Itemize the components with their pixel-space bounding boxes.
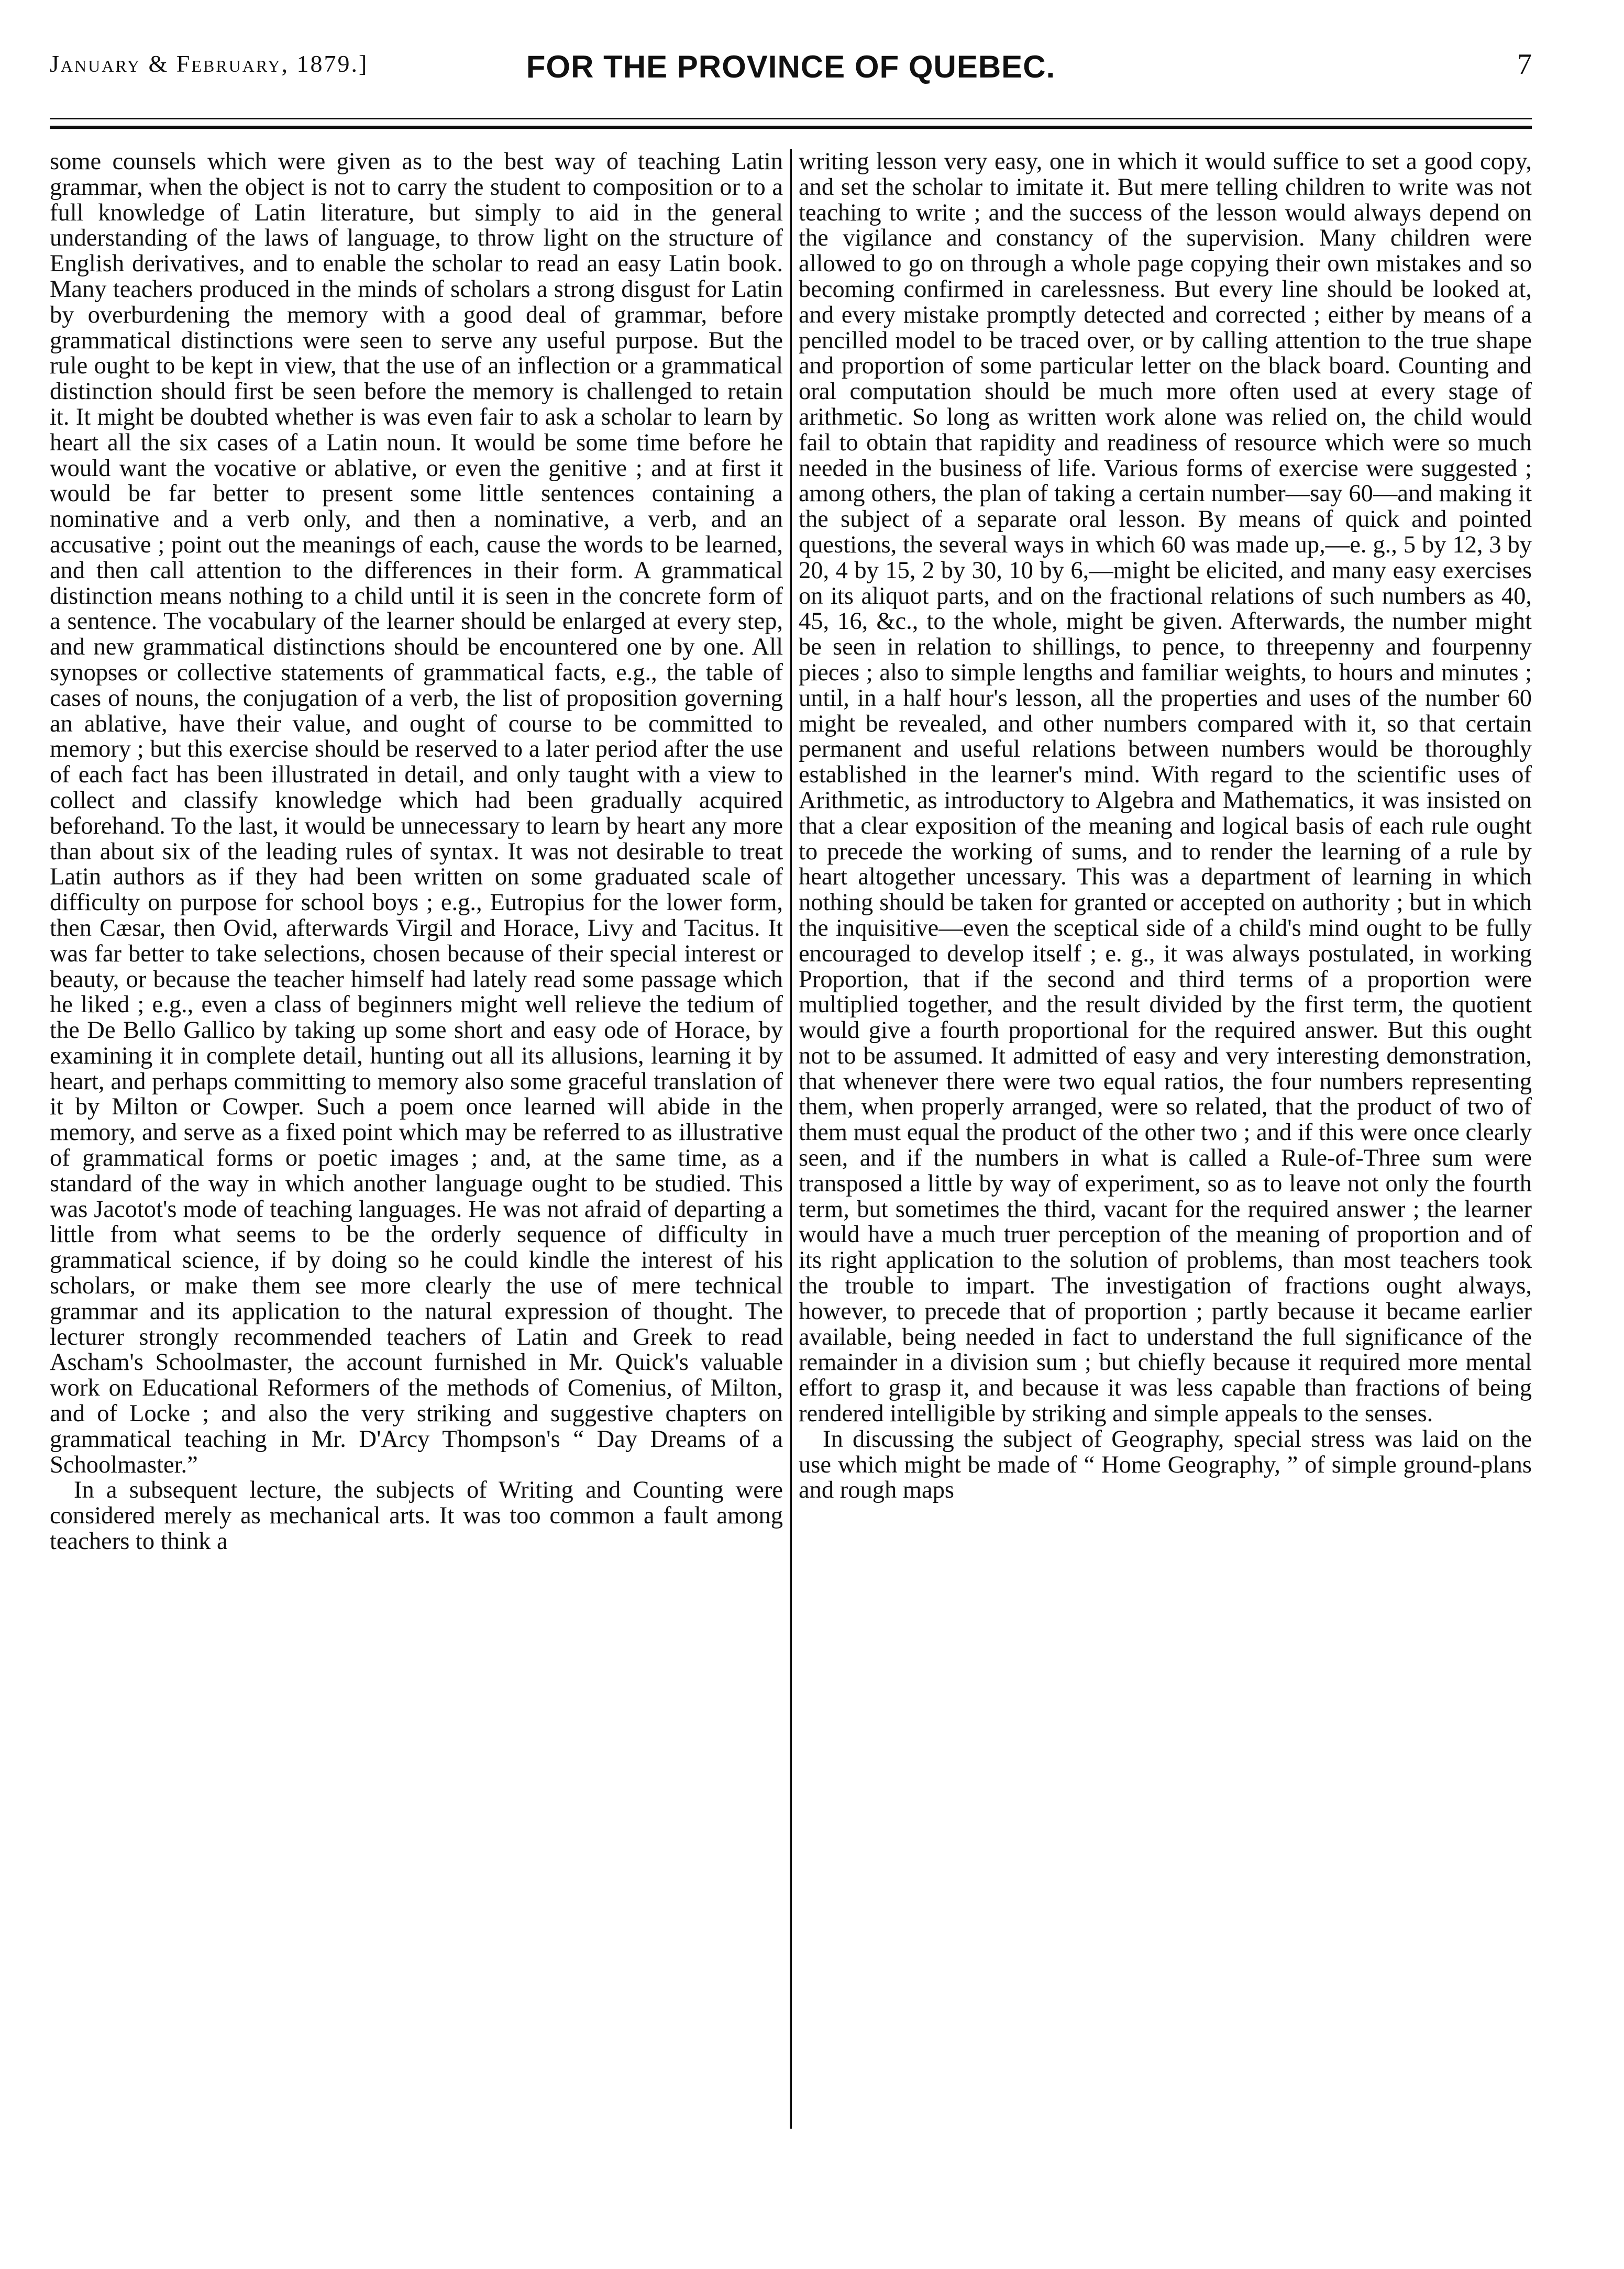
running-title: FOR THE PROVINCE OF QUEBEC.	[526, 49, 1056, 84]
left-paragraph-writing-counting: In a subsequent lecture, the subjects of Writing and Counting were considered merely as mechanical arts. It was too common a fault among teachers to think a	[50, 1477, 783, 1555]
issue-date: January & February, 1879.]	[50, 50, 369, 77]
right-paragraph-geography: In discussing the subject of Geography, special stress was laid on the use which might be made of “ Home Geography, ” of simple ground-plans and rough maps	[799, 1425, 1532, 1504]
left-column	[50, 149, 783, 1555]
article-body	[50, 149, 1532, 2134]
column-divider	[790, 149, 792, 2129]
running-header	[50, 50, 1532, 97]
right-paragraph-arithmetic: writing lesson very easy, one in which it would suffice to set a good copy, and set the scholar to imitate it. But mere telling children to write was not teaching to write ; and the success of the lesson would always depend on the vigilance and constancy of the supervision. Many children were allowed to go on through a whole page copying their own mistakes and so becoming confirmed in carelessness. But every line should be looked at, and every mistake promptly detected and corrected ; either by means of a pencilled model to be traced over, or by calling attention to the true shape and proportion of some particular letter on the black board. Counting and oral computation should be much more often used at every stage of arithmetic. So long as written work alone was relied on, the child would fail to obtain that rapidity and readiness of resource which were so much needed in the business of life. Various forms of exercise were suggested ; among others, the plan of taking a certain number—say 60—and making it the subject of a separate oral lesson. By means of quick and pointed questions, the several ways in which 60 was made up,—e. g., 5 by 12, 3 by 20, 4 by 15, 2 by 30, 10 by 6,—might be elicited, and many easy exercises on its aliquot parts, and on the fractional relations of such numbers as 40, 45, 16, &c., to the whole, might be given. Afterwards, the number might be seen in relation to shillings, to pence, to threepenny and fourpenny pieces ; also to simple lengths and familiar weights, to hours and minutes ; until, in a half hour's lesson, all the properties and uses of the number 60 might be revealed, and other numbers compared with it, so that certain permanent and useful relations between numbers would be thoroughly established in the learner's mind. With regard to the scientific uses of Arithmetic, as introductory to Algebra and Mathematics, it was insisted on that a clear exposition of the meaning and logical basis of each rule ought to precede the working of sums, and to render the learning of a rule by heart altogether uncessary. This was a department of learning in which nothing should be taken for granted or accepted on authority ; but in which the inquisitive—even the sceptical side of a child's mind ought to be fully encouraged to develop itself ; e. g., it was always postulated, in working Proportion, that if the second and third terms of a proportion were multiplied together, and the result divided by the first term, the quotient would give a fourth proportional for the required answer. But this ought not to be assumed. It admitted of easy and very interesting demonstration, that whenever there were two equal ratios, the four numbers representing them, when properly arranged, were so related, that the product of two of them must equal the product of the other two ; and if this were once clearly seen, and if the numbers in what is called a Rule-of-Three sum were transposed a little by way of experiment, so as to leave not only the fourth term, but sometimes the third, vacant for the required answer ; the learner would have a much truer perception of the meaning of proportion and of its right application to the solution of problems, than most teachers took the trouble to impart. The investigation of fractions ought always, however, to precede that of proportion ; partly because it became earlier available, being needed in fact to understand the full significance of the remainder in a division sum ; but chiefly because it required more mental effort to grasp it, and because it was less capable than fractions of being rendered intelligible by striking and simple appeals to the senses.	[799, 148, 1532, 1427]
header-rule-thick	[50, 126, 1532, 129]
page-number: 7	[1517, 48, 1532, 81]
right-column	[799, 149, 1532, 1503]
header-rule-thin	[50, 118, 1532, 119]
left-paragraph-latin-grammar: some counsels which were given as to the best way of teaching Latin grammar, when the object is not to carry the student to composition or to a full knowledge of Latin literature, but simply to aid in the general understanding of the laws of language, to throw light on the structure of English derivatives, and to enable the scholar to read an easy Latin book. Many teachers produced in the minds of scholars a strong disgust for Latin by overburdening the memory with a good deal of grammar, before grammatical distinctions were seen to serve any useful purpose. But the rule ought to be kept in view, that the use of an inflection or a grammatical distinction should first be seen before the memory is challenged to retain it. It might be doubted whether is was even fair to ask a scholar to learn by heart all the six cases of a Latin noun. It would be some time before he would want the vocative or ablative, or even the genitive ; and at first it would be far better to present some little sentences containing a nominative and a verb only, and then a nominative, a verb, and an accusative ; point out the meanings of each, cause the words to be learned, and then call attention to the differences in their form. A grammatical distinction means nothing to a child until it is seen in the concrete form of a sentence. The vocabulary of the learner should be enlarged at every step, and new grammatical distinctions should be encountered one by one. All synopses or collective statements of grammatical facts, e.g., the table of cases of nouns, the conjugation of a verb, the list of proposition governing an ablative, have their value, and ought of course to be committed to memory ; but this exercise should be reserved to a later period after the use of each fact has been illustrated in detail, and only taught with a view to collect and classify knowledge which had been gradually acquired beforehand. To the last, it would be unnecessary to learn by heart any more than about six of the leading rules of syntax. It was not desirable to treat Latin authors as if they had been written on some graduated scale of difficulty on purpose for school boys ; e.g., Eutropius for the lower form, then Cæsar, then Ovid, afterwards Virgil and Horace, Livy and Tacitus. It was far better to take selections, chosen because of their special interest or beauty, or because the teacher himself had lately read some passage which he liked ; e.g., even a class of beginners might well relieve the tedium of the De Bello Gallico by taking up some short and easy ode of Horace, by examining it in complete detail, hunting out all its allusions, learning it by heart, and perhaps committing to memory also some graceful translation of it by Milton or Cowper. Such a poem once learned will abide in the memory, and serve as a fixed point which may be referred to as illustrative of grammatical forms or poetic images ; and, at the same time, as a standard of the way in which another language ought to be studied. This was Jacotot's mode of teaching languages. He was not afraid of departing a little from what seems to be the orderly sequence of difficulty in grammatical science, if by doing so he could kindle the interest of his scholars, or make them see more clearly the use of mere technical grammar and its application to the natural expression of thought. The lecturer strongly recommended teachers of Latin and Greek to read Ascham's Schoolmaster, the account furnished in Mr. Quick's valuable work on Educational Reformers of the methods of Comenius, of Milton, and of Locke ; and also the very striking and suggestive chapters on grammatical teaching in Mr. D'Arcy Thompson's “ Day Dreams of a Schoolmaster.”	[50, 148, 783, 1478]
